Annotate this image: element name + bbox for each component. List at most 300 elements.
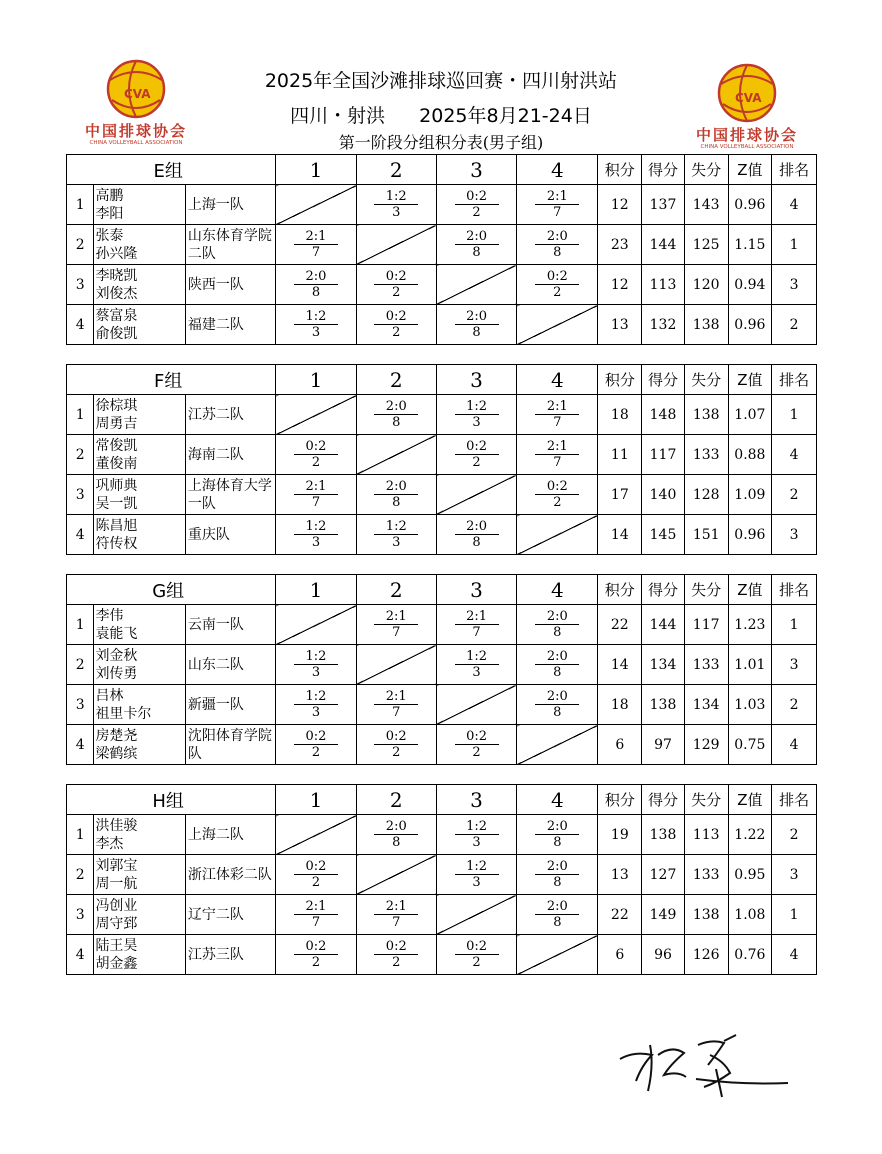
- set-score: 2:0: [535, 899, 579, 915]
- opponent-column-header: 2: [356, 365, 436, 395]
- scored-value: 140: [642, 475, 685, 515]
- match-points: 3: [472, 835, 481, 850]
- team-name: 沈阳体育学院队: [185, 725, 275, 765]
- opponent-column-header: 2: [356, 575, 436, 605]
- match-points: 8: [311, 285, 321, 300]
- event-location: 四川・射洪: [290, 105, 386, 127]
- set-score: 0:2: [535, 269, 579, 285]
- opponent-column-header: 4: [517, 575, 598, 605]
- scored-column-header: 得分: [642, 575, 685, 605]
- match-points: 3: [392, 205, 401, 220]
- points-column-header: 积分: [598, 155, 642, 185]
- z-column-header: Z值: [728, 785, 772, 815]
- match-result-cell: [436, 605, 516, 645]
- opponent-column-header: 4: [517, 785, 598, 815]
- opponent-column-header: 1: [276, 575, 356, 605]
- conceded-column-header: 失分: [684, 365, 728, 395]
- player-names: [94, 515, 185, 555]
- match-result-cell: [356, 725, 436, 765]
- player-1: 李晓凯: [95, 267, 138, 284]
- table-row: [67, 685, 817, 725]
- match-points: 2: [311, 955, 321, 970]
- opponent-column-header: 2: [356, 155, 436, 185]
- player-1: 高鹏: [95, 187, 124, 204]
- conceded-value: 133: [684, 855, 728, 895]
- rank-column-header: 排名: [772, 365, 817, 395]
- svg-text:CVA: CVA: [124, 87, 151, 101]
- player-1: 洪佳骏: [95, 817, 138, 834]
- match-points: 7: [311, 915, 321, 930]
- scored-column-header: 得分: [642, 365, 685, 395]
- z-value: 0.96: [728, 305, 772, 345]
- player-names: [94, 725, 185, 765]
- z-value: 1.01: [728, 645, 772, 685]
- match-points: 2: [472, 455, 481, 470]
- player-names: [94, 395, 185, 435]
- player-1: 徐棕琪: [95, 397, 138, 414]
- points-value: 13: [598, 855, 642, 895]
- scored-value: 148: [642, 395, 685, 435]
- scored-value: 113: [642, 265, 685, 305]
- table-row: [67, 305, 817, 345]
- group-table: [66, 154, 817, 345]
- row-index: 2: [67, 855, 94, 895]
- row-index: 3: [67, 685, 94, 725]
- table-row: [67, 265, 817, 305]
- row-index: 3: [67, 895, 94, 935]
- points-value: 6: [598, 725, 642, 765]
- z-value: 0.75: [728, 725, 772, 765]
- opponent-column-header: 3: [436, 575, 516, 605]
- rank-value: 2: [772, 685, 817, 725]
- match-points: 3: [311, 665, 321, 680]
- rank-column-header: 排名: [772, 155, 817, 185]
- match-points: 2: [392, 955, 401, 970]
- z-value: 0.88: [728, 435, 772, 475]
- points-value: 12: [598, 265, 642, 305]
- z-value: 0.96: [728, 185, 772, 225]
- event-subtitle: [0, 101, 882, 128]
- conceded-value: 120: [684, 265, 728, 305]
- player-2: 符传权: [95, 535, 138, 552]
- conceded-value: 125: [684, 225, 728, 265]
- team-name: 浙江体彩二队: [185, 855, 275, 895]
- match-result-cell: [276, 645, 356, 685]
- scored-value: 149: [642, 895, 685, 935]
- set-score: 0:2: [294, 729, 338, 745]
- scored-value: 132: [642, 305, 685, 345]
- conceded-value: 138: [684, 305, 728, 345]
- match-points: 2: [311, 455, 321, 470]
- player-2: 梁鹤缤: [95, 745, 138, 762]
- match-result-cell: [436, 515, 516, 555]
- match-points: 3: [311, 705, 321, 720]
- set-score: 1:2: [374, 519, 418, 535]
- player-2: 董俊南: [95, 455, 138, 472]
- conceded-column-header: 失分: [684, 785, 728, 815]
- table-row: [67, 185, 817, 225]
- match-points: 2: [311, 875, 321, 890]
- opponent-column-header: 3: [436, 155, 516, 185]
- team-name: 山东二队: [185, 645, 275, 685]
- table-row: [67, 475, 817, 515]
- points-value: 18: [598, 685, 642, 725]
- set-score: 2:1: [294, 479, 338, 495]
- set-score: 2:1: [455, 609, 499, 625]
- player-1: 李伟: [95, 607, 124, 624]
- match-points: 2: [472, 955, 481, 970]
- points-value: 12: [598, 185, 642, 225]
- match-result-cell: [517, 895, 598, 935]
- opponent-column-header: 1: [276, 365, 356, 395]
- set-score: 2:0: [374, 479, 418, 495]
- set-score: 2:1: [535, 189, 579, 205]
- team-name: 福建二队: [185, 305, 275, 345]
- scored-value: 138: [642, 815, 685, 855]
- scored-value: 96: [642, 935, 685, 975]
- rank-value: 1: [772, 395, 817, 435]
- match-points: 8: [392, 835, 401, 850]
- team-name: 辽宁二队: [185, 895, 275, 935]
- scored-value: 144: [642, 225, 685, 265]
- points-value: 22: [598, 895, 642, 935]
- match-points: 8: [392, 415, 401, 430]
- conceded-value: 151: [684, 515, 728, 555]
- team-name: 山东体育学院二队: [185, 225, 275, 265]
- rank-value: 2: [772, 815, 817, 855]
- group-table: [66, 784, 817, 975]
- rank-value: 1: [772, 605, 817, 645]
- match-result-cell: [436, 645, 516, 685]
- row-index: 4: [67, 305, 94, 345]
- points-value: 14: [598, 645, 642, 685]
- set-score: 2:0: [455, 519, 499, 535]
- group-name: H组: [67, 785, 276, 815]
- set-score: 2:1: [535, 439, 579, 455]
- set-score: 2:0: [535, 859, 579, 875]
- set-score: 2:0: [455, 309, 499, 325]
- points-value: 13: [598, 305, 642, 345]
- match-result-cell: [356, 685, 436, 725]
- row-index: 2: [67, 435, 94, 475]
- match-points: 8: [553, 625, 562, 640]
- table-row: [67, 225, 817, 265]
- match-points: 2: [392, 285, 401, 300]
- conceded-value: 138: [684, 395, 728, 435]
- match-result-cell: [276, 475, 356, 515]
- match-result-cell: [436, 435, 516, 475]
- match-result-cell: [276, 225, 356, 265]
- self-match-cell: [517, 515, 598, 555]
- set-score: 1:2: [294, 649, 338, 665]
- z-value: 0.94: [728, 265, 772, 305]
- player-1: 房楚尧: [95, 727, 138, 744]
- match-result-cell: [356, 395, 436, 435]
- match-points: 8: [472, 535, 481, 550]
- match-points: 7: [392, 625, 401, 640]
- set-score: 1:2: [294, 309, 338, 325]
- match-result-cell: [356, 895, 436, 935]
- match-result-cell: [356, 935, 436, 975]
- player-1: 冯创业: [95, 897, 138, 914]
- match-result-cell: [517, 395, 598, 435]
- conceded-value: 126: [684, 935, 728, 975]
- z-value: 1.08: [728, 895, 772, 935]
- team-name: 云南一队: [185, 605, 275, 645]
- match-points: 7: [472, 625, 481, 640]
- self-match-cell: [436, 475, 516, 515]
- row-index: 1: [67, 395, 94, 435]
- opponent-column-header: 2: [356, 785, 436, 815]
- match-result-cell: [356, 305, 436, 345]
- conceded-value: 138: [684, 895, 728, 935]
- z-value: 1.09: [728, 475, 772, 515]
- set-score: 0:2: [455, 439, 499, 455]
- player-2: 周一航: [95, 875, 138, 892]
- scored-value: 144: [642, 605, 685, 645]
- table-row: [67, 605, 817, 645]
- set-score: 2:0: [535, 819, 579, 835]
- set-score: 2:0: [535, 609, 579, 625]
- set-score: 2:1: [294, 899, 338, 915]
- set-score: 0:2: [294, 439, 338, 455]
- set-score: 0:2: [374, 309, 418, 325]
- self-match-cell: [356, 435, 436, 475]
- set-score: 2:0: [535, 229, 579, 245]
- rank-value: 3: [772, 515, 817, 555]
- stage-title: 第一阶段分组积分表(男子组): [338, 133, 544, 152]
- player-2: 胡金鑫: [95, 955, 138, 972]
- match-result-cell: [517, 265, 598, 305]
- match-points: 3: [392, 535, 401, 550]
- self-match-cell: [276, 185, 356, 225]
- player-names: [94, 895, 185, 935]
- player-2: 吴一凯: [95, 495, 138, 512]
- match-points: 2: [392, 745, 401, 760]
- player-1: 陈昌旭: [95, 517, 138, 534]
- match-result-cell: [276, 305, 356, 345]
- team-name: 上海二队: [185, 815, 275, 855]
- z-value: 1.15: [728, 225, 772, 265]
- set-score: 1:2: [455, 859, 499, 875]
- rank-value: 4: [772, 725, 817, 765]
- table-row: [67, 515, 817, 555]
- set-score: 2:0: [374, 399, 418, 415]
- match-points: 2: [472, 205, 481, 220]
- player-1: 张泰: [95, 227, 124, 244]
- match-points: 7: [392, 915, 401, 930]
- match-result-cell: [517, 855, 598, 895]
- row-index: 4: [67, 725, 94, 765]
- set-score: 2:1: [535, 399, 579, 415]
- player-1: 常俊凯: [95, 437, 138, 454]
- player-2: 李杰: [95, 835, 124, 852]
- set-score: 0:2: [455, 729, 499, 745]
- player-names: [94, 225, 185, 265]
- player-1: 刘郭宝: [95, 857, 138, 874]
- match-points: 3: [311, 535, 321, 550]
- team-name: 上海一队: [185, 185, 275, 225]
- team-name: 上海体育大学一队: [185, 475, 275, 515]
- player-1: 刘金秋: [95, 647, 138, 664]
- match-points: 2: [553, 495, 562, 510]
- rank-value: 1: [772, 225, 817, 265]
- match-points: 8: [553, 875, 562, 890]
- match-result-cell: [276, 435, 356, 475]
- set-score: 0:2: [455, 189, 499, 205]
- match-result-cell: [517, 185, 598, 225]
- set-score: 0:2: [455, 939, 499, 955]
- scored-value: 117: [642, 435, 685, 475]
- rank-value: 3: [772, 645, 817, 685]
- row-index: 1: [67, 605, 94, 645]
- self-match-cell: [436, 265, 516, 305]
- rank-value: 3: [772, 265, 817, 305]
- z-value: 1.07: [728, 395, 772, 435]
- match-result-cell: [276, 895, 356, 935]
- match-points: 8: [553, 915, 562, 930]
- match-result-cell: [356, 185, 436, 225]
- set-score: 0:2: [294, 859, 338, 875]
- row-index: 2: [67, 645, 94, 685]
- points-column-header: 积分: [598, 785, 642, 815]
- z-value: 1.23: [728, 605, 772, 645]
- match-points: 7: [553, 205, 562, 220]
- match-result-cell: [436, 305, 516, 345]
- match-points: 8: [472, 245, 481, 260]
- match-result-cell: [517, 815, 598, 855]
- page-title: 2025年全国沙滩排球巡回赛・四川射洪站: [264, 70, 618, 92]
- match-points: 8: [472, 325, 481, 340]
- self-match-cell: [276, 605, 356, 645]
- table-row: [67, 395, 817, 435]
- points-value: 6: [598, 935, 642, 975]
- match-result-cell: [436, 725, 516, 765]
- conceded-value: 117: [684, 605, 728, 645]
- match-points: 8: [392, 495, 401, 510]
- self-match-cell: [356, 855, 436, 895]
- match-result-cell: [276, 855, 356, 895]
- z-column-header: Z值: [728, 575, 772, 605]
- match-points: 7: [311, 495, 321, 510]
- match-points: 7: [392, 705, 401, 720]
- match-points: 2: [311, 745, 321, 760]
- team-name: 江苏二队: [185, 395, 275, 435]
- rank-value: 3: [772, 855, 817, 895]
- match-points: 3: [472, 415, 481, 430]
- team-name: 海南二队: [185, 435, 275, 475]
- z-value: 0.96: [728, 515, 772, 555]
- player-2: 孙兴隆: [95, 245, 138, 262]
- rank-value: 2: [772, 305, 817, 345]
- logo-text: 中国排球协会: [84, 122, 187, 140]
- set-score: 2:1: [374, 689, 418, 705]
- set-score: 2:1: [294, 229, 338, 245]
- conceded-value: 128: [684, 475, 728, 515]
- points-value: 11: [598, 435, 642, 475]
- set-score: 2:0: [374, 819, 418, 835]
- conceded-value: 113: [684, 815, 728, 855]
- scored-value: 127: [642, 855, 685, 895]
- group-name: G组: [67, 575, 276, 605]
- team-name: 江苏三队: [185, 935, 275, 975]
- conceded-value: 143: [684, 185, 728, 225]
- group-table: [66, 364, 817, 555]
- match-points: 8: [553, 705, 562, 720]
- player-2: 刘传勇: [95, 665, 138, 682]
- match-points: 7: [553, 415, 562, 430]
- match-result-cell: [517, 685, 598, 725]
- player-names: [94, 855, 185, 895]
- z-column-header: Z值: [728, 155, 772, 185]
- match-points: 3: [472, 665, 481, 680]
- set-score: 0:2: [374, 269, 418, 285]
- row-index: 1: [67, 185, 94, 225]
- match-points: 2: [553, 285, 562, 300]
- set-score: 2:0: [535, 649, 579, 665]
- player-2: 周守郅: [95, 915, 138, 932]
- rank-value: 4: [772, 185, 817, 225]
- scored-value: 137: [642, 185, 685, 225]
- rank-value: 2: [772, 475, 817, 515]
- points-value: 18: [598, 395, 642, 435]
- svg-text:CVA: CVA: [735, 91, 762, 105]
- self-match-cell: [436, 685, 516, 725]
- signature: [612, 1025, 792, 1109]
- logo-subtext: CHINA VOLLEYBALL ASSOCIATION: [89, 140, 183, 146]
- z-value: 1.03: [728, 685, 772, 725]
- match-points: 2: [472, 745, 481, 760]
- self-match-cell: [356, 225, 436, 265]
- match-points: 7: [311, 245, 321, 260]
- match-points: 7: [553, 455, 562, 470]
- scored-column-header: 得分: [642, 155, 685, 185]
- set-score: 2:1: [374, 899, 418, 915]
- logo-subtext: CHINA VOLLEYBALL ASSOCIATION: [700, 144, 794, 150]
- scored-value: 145: [642, 515, 685, 555]
- event-dates: 2025年8月21-24日: [419, 105, 592, 127]
- points-value: 22: [598, 605, 642, 645]
- player-1: 蔡富泉: [95, 307, 138, 324]
- self-match-cell: [276, 395, 356, 435]
- row-index: 4: [67, 935, 94, 975]
- table-row: [67, 435, 817, 475]
- set-score: 0:2: [374, 939, 418, 955]
- z-column-header: Z值: [728, 365, 772, 395]
- match-result-cell: [356, 265, 436, 305]
- match-result-cell: [276, 685, 356, 725]
- table-row: [67, 855, 817, 895]
- set-score: 1:2: [374, 189, 418, 205]
- match-points: 3: [472, 875, 481, 890]
- opponent-column-header: 3: [436, 365, 516, 395]
- match-result-cell: [356, 515, 436, 555]
- player-names: [94, 435, 185, 475]
- match-result-cell: [356, 475, 436, 515]
- table-row: [67, 725, 817, 765]
- set-score: 0:2: [374, 729, 418, 745]
- rank-value: 1: [772, 895, 817, 935]
- player-names: [94, 685, 185, 725]
- player-names: [94, 185, 185, 225]
- opponent-column-header: 4: [517, 365, 598, 395]
- row-index: 3: [67, 265, 94, 305]
- self-match-cell: [436, 895, 516, 935]
- match-result-cell: [356, 815, 436, 855]
- set-score: 0:2: [535, 479, 579, 495]
- player-names: [94, 265, 185, 305]
- set-score: 2:1: [374, 609, 418, 625]
